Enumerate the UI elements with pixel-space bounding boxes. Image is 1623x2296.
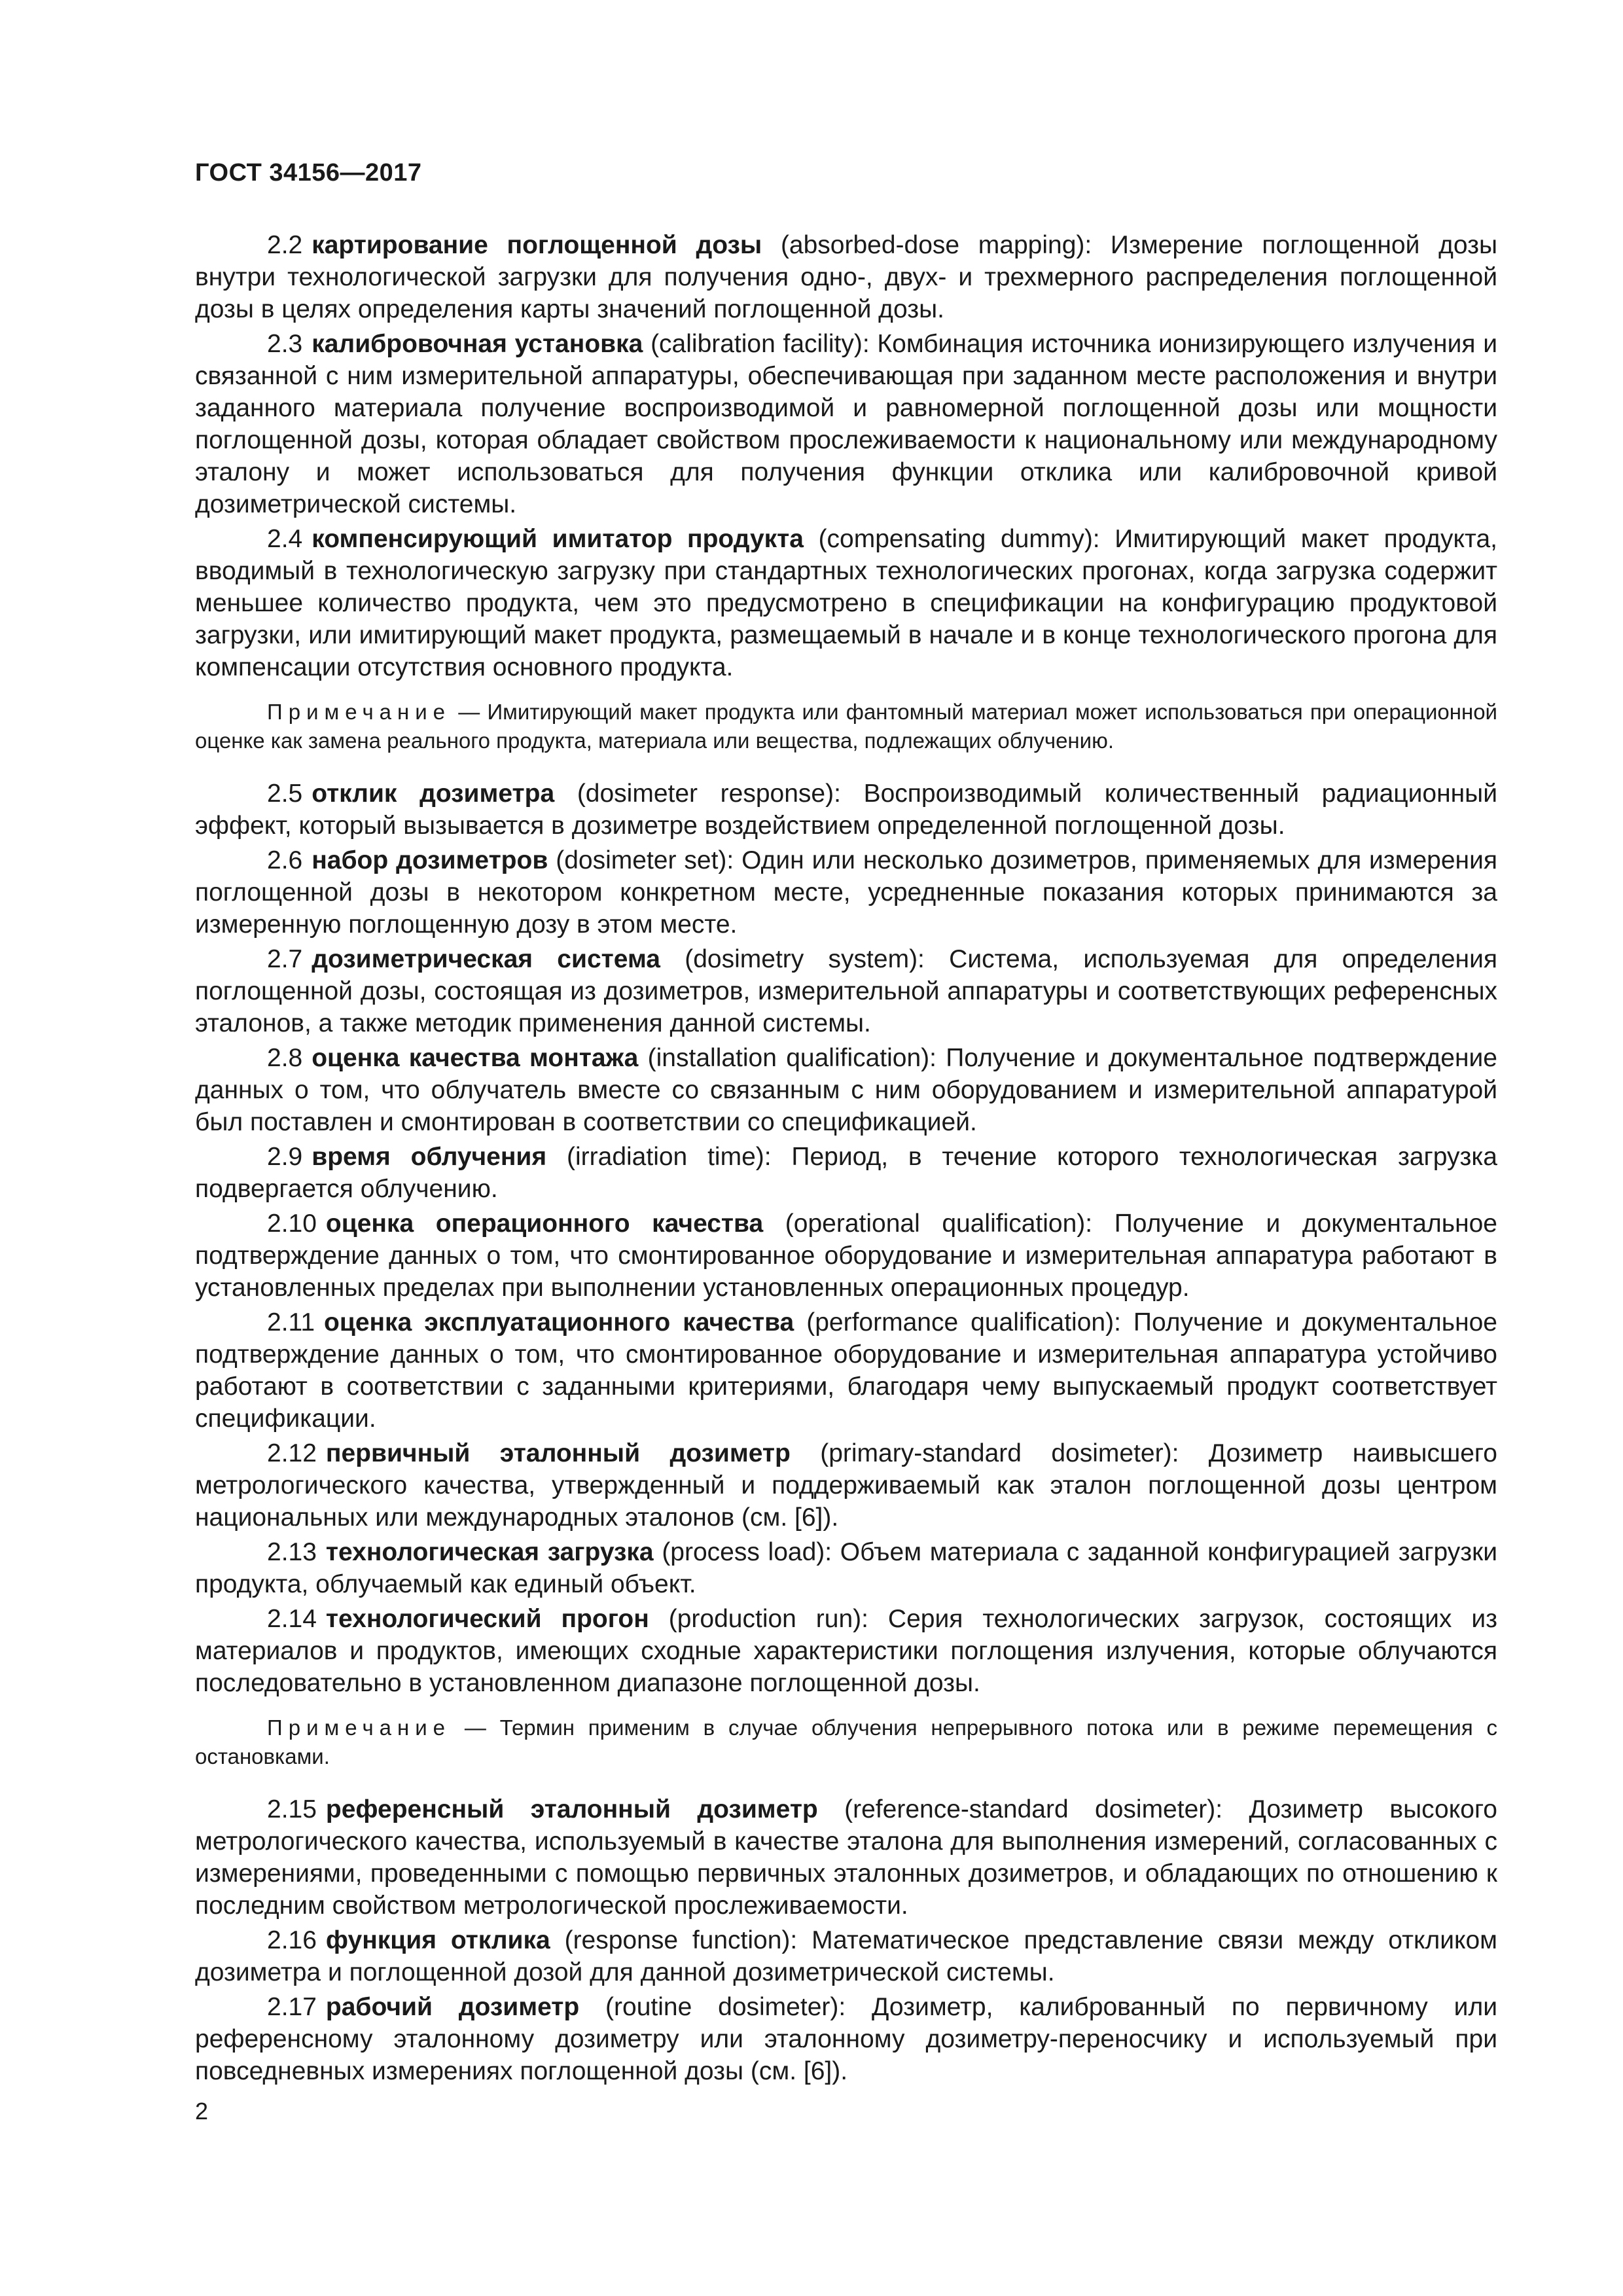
term-definition: (routine dosimeter): Дозиметр, калиброванный по первичному или референсному эталонному дозиметру или эталонному дозиметру-переносчику и используемый при повседневных измерениях поглощенной дозы (см. [6]).	[195, 1993, 1497, 2085]
term-number: 2.12	[267, 1439, 317, 1467]
term-definition: (compensating dummy): Имитирующий макет продукта, вводимый в технологическую загрузку при стандартных технологических прогонах, когда загрузка содержит меньшее количество продукта, чем это предусмотрено в спецификации на конфигурацию продуктовой загрузки, или имитирующий макет продукта, размещаемый в начале и в конце технологического прогона для компенсации отсутствия основного продукта.	[195, 525, 1497, 681]
term-number: 2.8	[267, 1044, 303, 1072]
term-name: оценка эксплуатационного качества	[324, 1308, 794, 1336]
term-definition: (process load): Объем материала с заданной конфигурацией загрузки продукта, облучаемый как единый объект.	[195, 1538, 1497, 1598]
term-name: технологическая загрузка	[325, 1538, 654, 1566]
term-name: картирование поглощенной дозы	[312, 231, 762, 259]
term-name: время облучения	[312, 1143, 547, 1171]
term-definition: (response function): Математическое представление связи между откликом дозиметра и поглощенной дозой для данной дозиметрической системы.	[195, 1926, 1497, 1986]
term-entry	[195, 328, 1497, 520]
term-number: 2.13	[267, 1538, 317, 1566]
term-entry	[195, 1924, 1497, 1988]
term-name: оценка операционного качества	[325, 1210, 764, 1238]
note-text: — Имитирующий макет продукта или фантомный материал может использоваться при операционной оценке как замена реального продукта, материала или вещества, подлежащих облучению.	[195, 700, 1497, 753]
term-number: 2.17	[267, 1993, 317, 2021]
term-number: 2.7	[267, 945, 303, 973]
term-number: 2.10	[267, 1210, 317, 1238]
term-entry	[195, 1991, 1497, 2087]
term-definition: (absorbed-dose mapping): Измерение поглощенной дозы внутри технологической загрузки для получения одно-, двух- и трехмерного распределения поглощенной дозы в целях определения карты значений поглощенной дозы.	[195, 231, 1498, 323]
term-name: референсный эталонный дозиметр	[325, 1795, 818, 1823]
term-entry	[195, 1306, 1497, 1435]
term-name: дозиметрическая система	[312, 945, 660, 973]
term-name: компенсирующий имитатор продукта	[312, 525, 804, 553]
term-number: 2.11	[267, 1308, 315, 1336]
term-entry	[195, 1042, 1497, 1138]
term-definition: (dosimeter response): Воспроизводимый количественный радиационный эффект, который вызывается в дозиметре воздействием определенной поглощенной дозы.	[195, 780, 1497, 840]
term-definition: (primary-standard dosimeter): Дозиметр наивысшего метрологического качества, утвержденный и поддерживаемый как эталон поглощенной дозы центром национальных или международных эталонов (см. [6]).	[195, 1439, 1497, 1532]
term-definition: (dosimeter set): Один или несколько дозиметров, применяемых для измерения поглощенной дозы в некотором конкретном месте, усредненные показания которых принимаются за измеренную поглощенную дозу в этом месте.	[195, 846, 1497, 939]
term-definition: (installation qualification): Получение и документальное подтверждение данных о том, что облучатель вместе со связанным с ним оборудованием и измерительной аппаратурой был поставлен и смонтирован в соответствии со спецификацией.	[195, 1044, 1497, 1136]
term-definition: (dosimetry system): Система, используемая для определения поглощенной дозы, состоящая из дозиметров, измерительной аппаратуры и соответствующих референсных эталонов, а также методик применения данной системы.	[195, 945, 1497, 1037]
term-definition: (operational qualification): Получение и документальное подтверждение данных о том, что смонтированное оборудование и измерительная аппаратура работают в установленных пределах при выполнении установленных операционных процедур.	[195, 1210, 1497, 1302]
term-name: технологический прогон	[325, 1605, 649, 1633]
term-entry	[195, 1603, 1497, 1699]
term-entry	[195, 229, 1497, 325]
term-number: 2.9	[267, 1143, 303, 1171]
term-entry	[195, 844, 1497, 941]
term-entry	[195, 1208, 1497, 1304]
term-definition: (production run): Серия технологических загрузок, состоящих из материалов и продуктов, имеющих сходные характеристики поглощения излучения, которые облучаются последовательно в установленном диапазоне поглощенной дозы.	[195, 1605, 1497, 1697]
term-definition: (performance qualification): Получение и документальное подтверждение данных о том, что смонтированное оборудование и измерительная аппаратура устойчиво работают в соответствии с заданными критериями, благодаря чему выпускаемый продукт соответствует спецификации.	[195, 1308, 1497, 1433]
term-entry	[195, 778, 1497, 842]
page-number: 2	[195, 2098, 209, 2125]
document-body	[195, 229, 1497, 2090]
term-number: 2.4	[267, 525, 303, 553]
term-entry	[195, 1141, 1497, 1205]
document-header: ГОСТ 34156—2017	[195, 159, 422, 187]
term-name: отклик дозиметра	[312, 780, 555, 808]
term-entry	[195, 1437, 1497, 1534]
note-text: — Термин применим в случае облучения непрерывного потока или в режиме перемещения с остановками.	[195, 1715, 1497, 1768]
term-name: набор дозиметров	[312, 846, 548, 874]
term-number: 2.15	[267, 1795, 317, 1823]
term-name: оценка качества монтажа	[312, 1044, 639, 1072]
term-definition: (reference-standard dosimeter): Дозиметр высокого метрологического качества, используемый в качестве эталона для выполнения измерений, согласованных с измерениями, проведенными с помощью первичных эталонных дозиметров, и обладающих по отношению к последним свойством метрологической прослеживаемости.	[195, 1795, 1497, 1920]
term-entry	[195, 523, 1497, 683]
term-name: первичный эталонный дозиметр	[325, 1439, 791, 1467]
note-label: Примечание	[267, 700, 452, 724]
term-name: функция отклика	[325, 1926, 550, 1954]
term-entry	[195, 943, 1497, 1039]
term-number: 2.2	[267, 231, 303, 259]
note	[195, 1713, 1497, 1771]
note-label: Примечание	[267, 1715, 452, 1740]
term-number: 2.3	[267, 330, 303, 358]
term-name: калибровочная установка	[312, 330, 643, 358]
term-entry	[195, 1793, 1497, 1922]
note	[195, 698, 1497, 755]
term-definition: (irradiation time): Период, в течение которого технологическая загрузка подвергается облучению.	[195, 1143, 1497, 1203]
term-number: 2.16	[267, 1926, 317, 1954]
term-entry	[195, 1536, 1497, 1600]
term-number: 2.5	[267, 780, 303, 808]
term-number: 2.14	[267, 1605, 317, 1633]
term-name: рабочий дозиметр	[325, 1993, 580, 2021]
term-number: 2.6	[267, 846, 303, 874]
term-definition: (calibration facility): Комбинация источника ионизирующего излучения и связанной с ним измерительной аппаратуры, обеспечивающая при заданном месте расположения и внутри заданного материала получение воспроизводимой и равномерной поглощенной дозы или мощности поглощенной дозы, которая обладает свойством прослеживаемости к национальному или международному эталону и может использоваться для получения функции отклика или калибровочной кривой дозиметрической системы.	[195, 330, 1497, 518]
